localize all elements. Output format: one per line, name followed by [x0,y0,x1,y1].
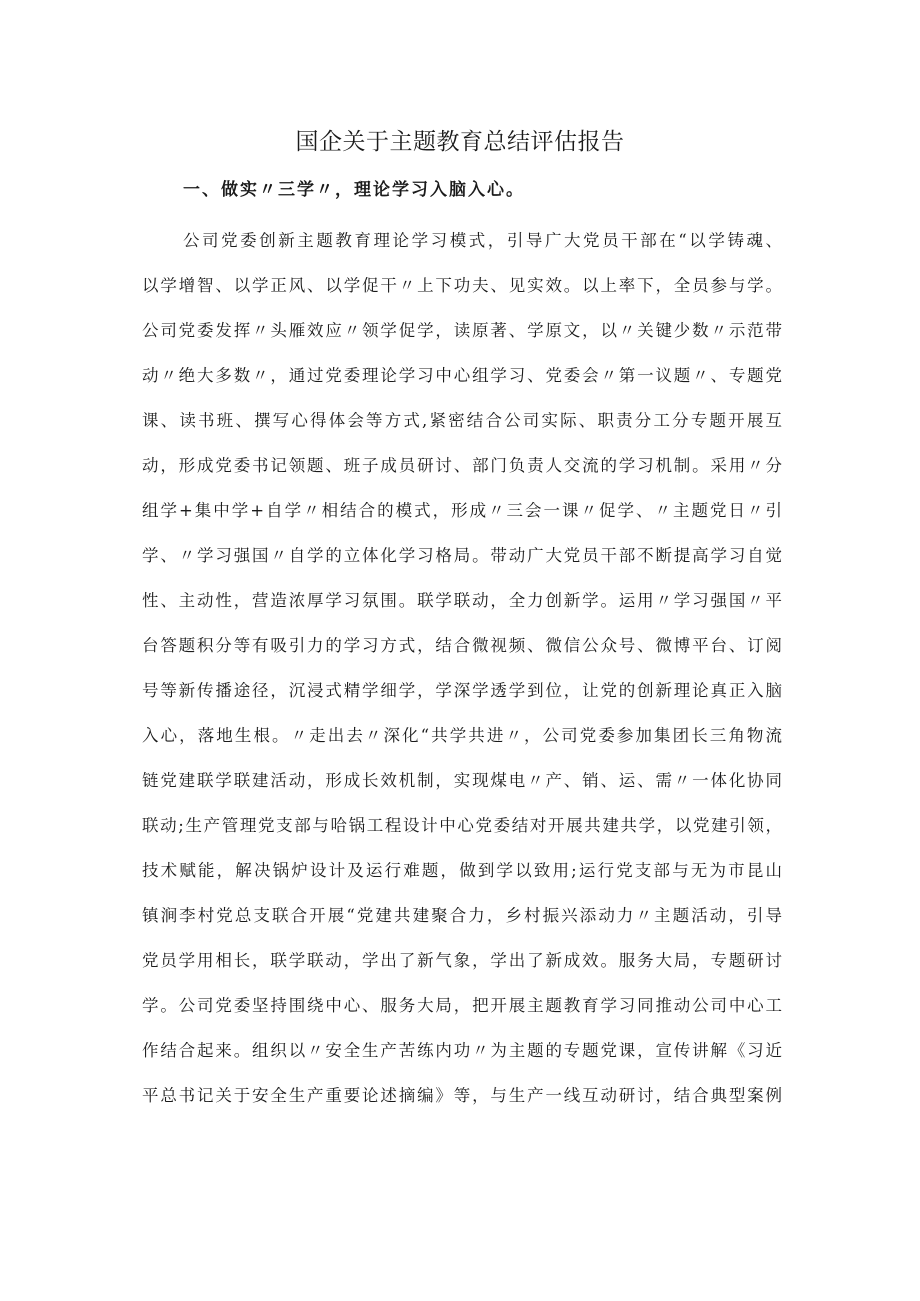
paragraph-line: 以学增智、以学正风、以学促干〃上下功夫、见实效。以上率下，全员参与学。 [142,276,782,295]
section-heading: 一、做实〃三学〃，理论学习入脑入心。 [183,180,525,200]
paragraph-line: 公司党委发挥〃头雁效应〃领学促学，读原著、学原文，以〃关键少数〃示范带 [142,321,782,340]
paragraph-line: 课、读书班、撰写心得体会等方式,紧密结合公司实际、职责分工分专题开展互 [142,411,782,430]
paragraph-line: 动〃绝大多数〃，通过党委理论学习中心组学习、党委会〃第一议题〃、专题党 [142,366,782,385]
paragraph-line: 学。公司党委坚持围绕中心、服务大局，把开展主题教育学习同推动公司中心工 [142,996,782,1015]
paragraph-line: 链党建联学联建活动，形成长效机制，实现煤电〃产、销、运、需〃一体化协同 [142,771,782,790]
paragraph-line: 作结合起来。组织以〃安全生产苦练内功〃为主题的专题党课，宣传讲解《习近 [142,1041,782,1060]
paragraph-line: 平总书记关于安全生产重要论述摘编》等，与生产一线互动研讨，结合典型案例 [142,1086,782,1105]
paragraph-line: 公司党委创新主题教育理论学习模式，引导广大党员干部在“以学铸魂、 [183,231,782,250]
paragraph-line: 学、〃学习强国〃自学的立体化学习格局。带动广大党员干部不断提高学习自觉 [142,546,782,565]
paragraph-line: 技术赋能，解决锅炉设计及运行难题，做到学以致用;运行党支部与无为市昆山 [142,861,782,880]
paragraph-line: 联动;生产管理党支部与哈锅工程设计中心党委结对开展共建共学，以党建引领， [142,816,782,835]
paragraph-line: 入心，落地生根。〃走出去〃深化“共学共进〃，公司党委参加集团长三角物流 [142,726,782,745]
paragraph-line: 组学+集中学+自学〃相结合的模式，形成〃三会一课〃促学、〃主题党日〃引 [142,501,782,520]
paragraph-line: 动，形成党委书记领题、班子成员研讨、部门负责人交流的学习机制。采用〃分 [142,456,782,475]
paragraph-line: 号等新传播途径，沉浸式精学细学，学深学透学到位，让党的创新理论真正入脑 [142,681,782,700]
paragraph-line: 镇涧李村党总支联合开展“党建共建聚合力，乡村振兴添动力〃主题活动，引导 [142,906,782,925]
document-title: 国企关于主题教育总结评估报告 [295,129,625,155]
paragraph-line: 性、主动性，营造浓厚学习氛围。联学联动，全力创新学。运用〃学习强国〃平 [142,591,782,610]
paragraph-line: 台答题积分等有吸引力的学习方式，结合微视频、微信公众号、微博平台、订阅 [142,636,782,655]
paragraph-line: 党员学用相长，联学联动，学出了新气象，学出了新成效。服务大局，专题研讨 [142,951,782,970]
